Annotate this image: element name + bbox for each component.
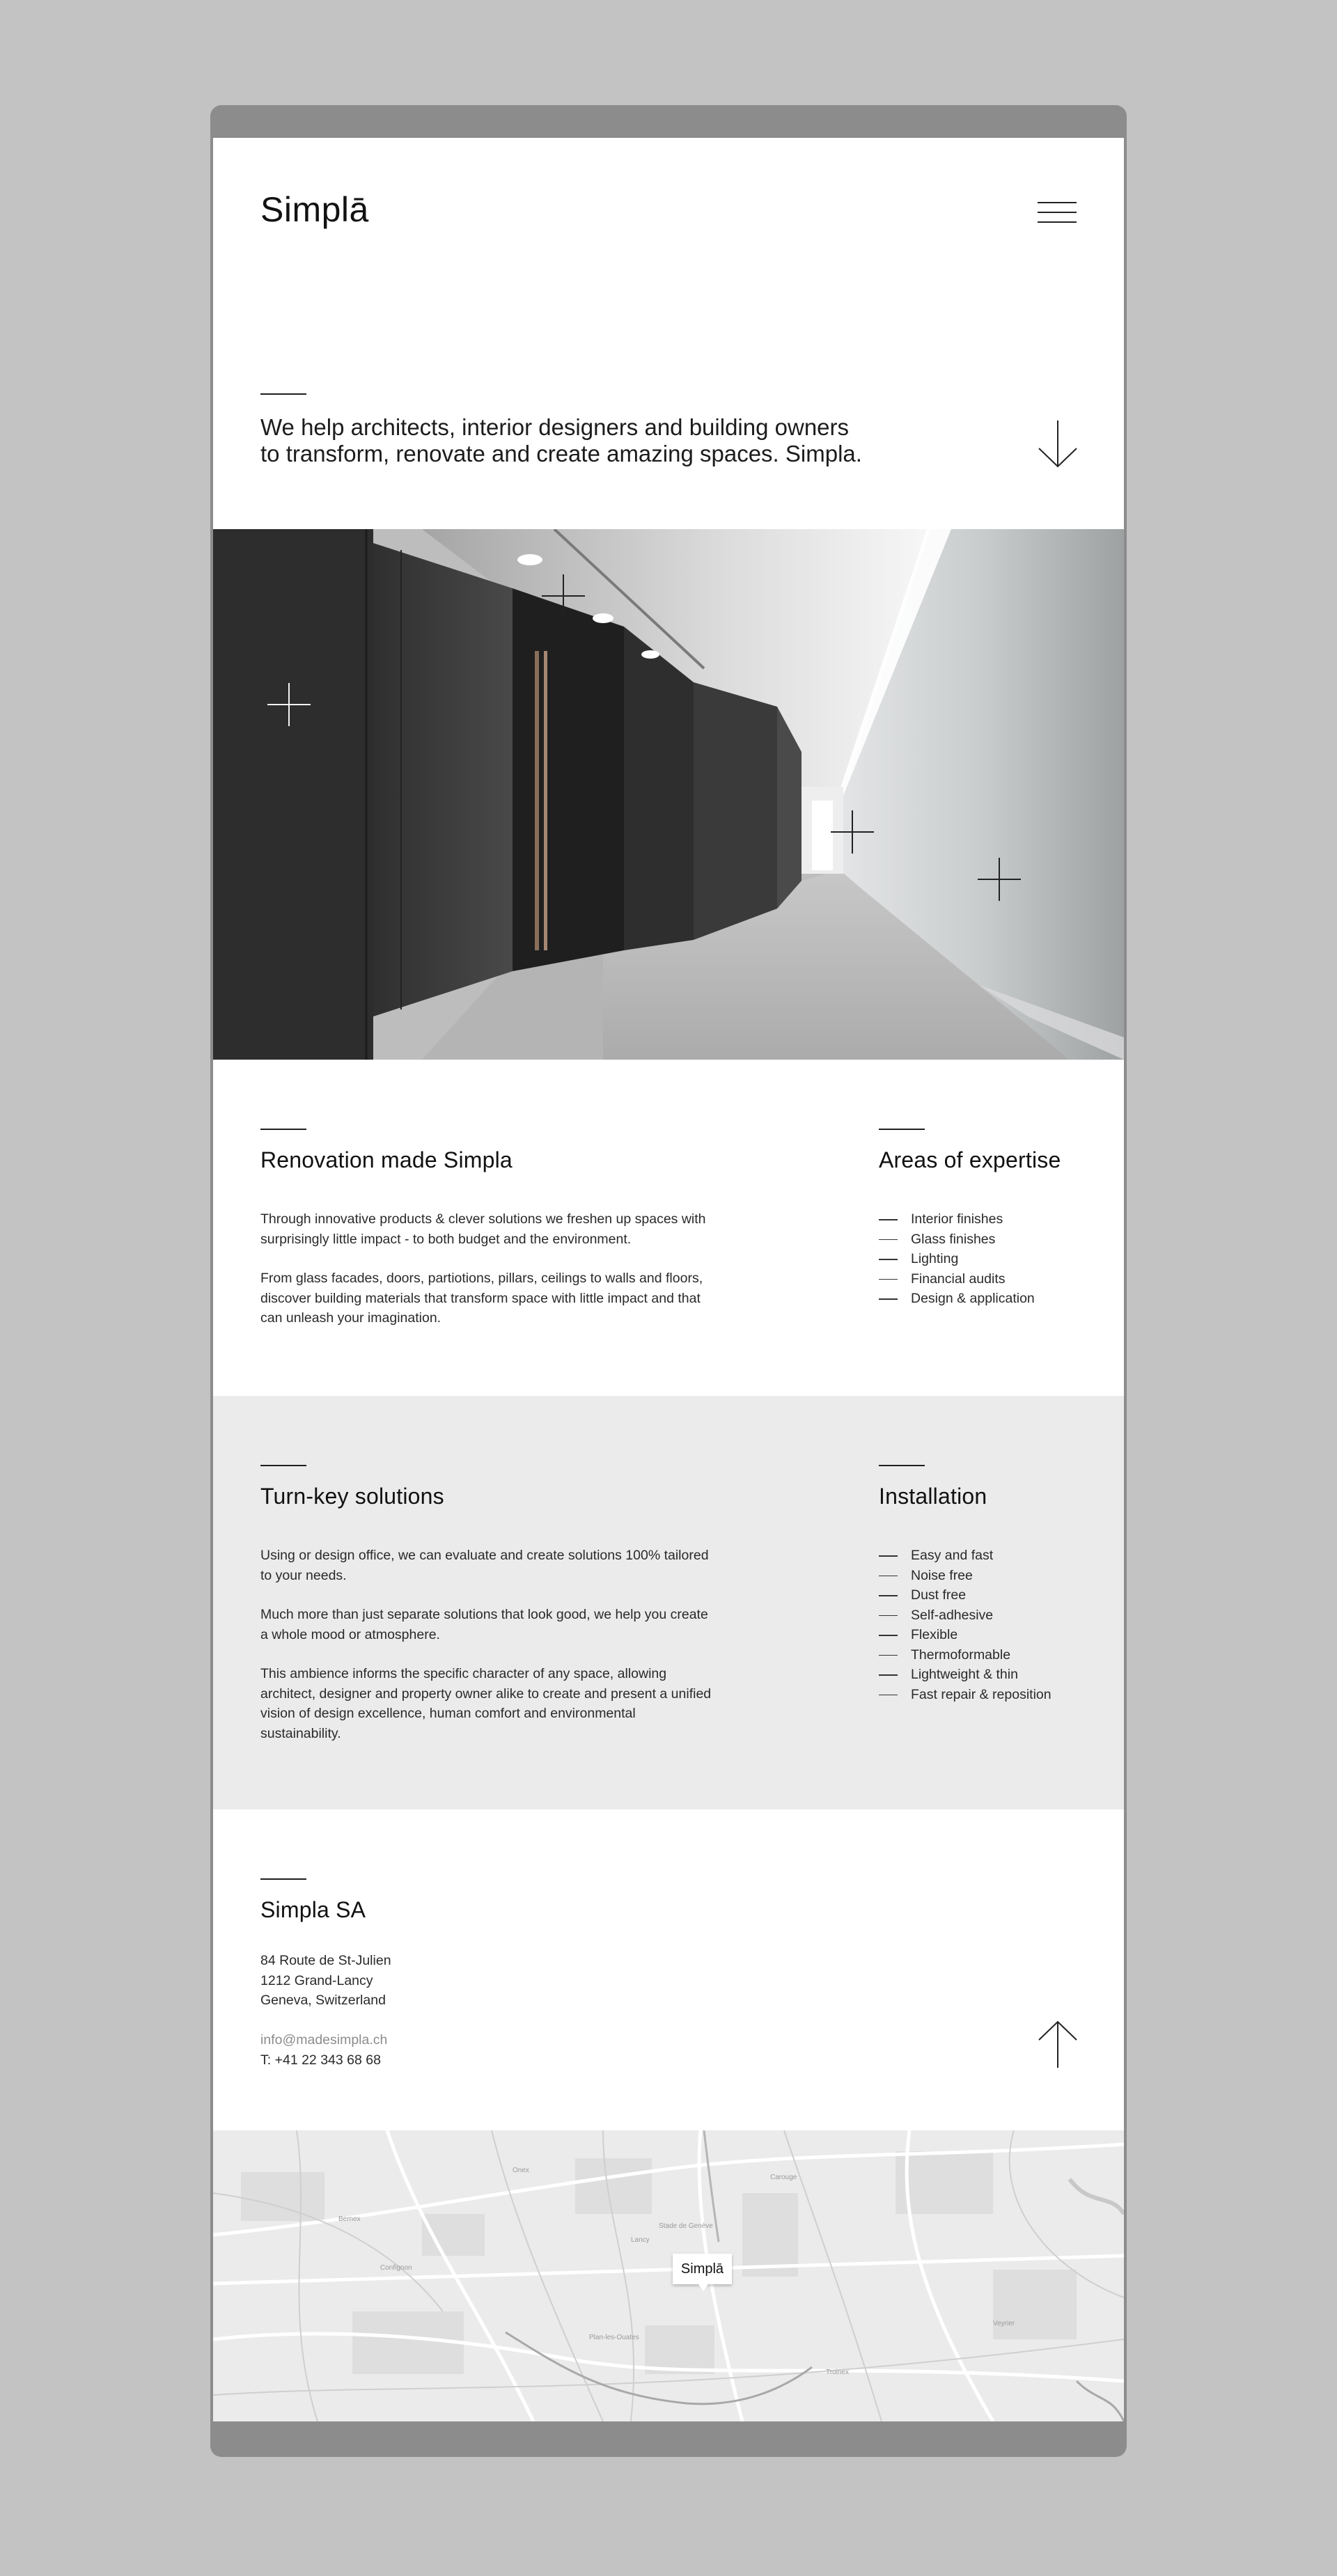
- list-item: Easy and fast: [879, 1546, 1051, 1566]
- list-item: Thermoformable: [879, 1645, 1051, 1665]
- brand-logo[interactable]: Simplā: [260, 190, 369, 229]
- hamburger-menu-icon[interactable]: [1038, 202, 1077, 226]
- turnkey-paragraph: Much more than just separate solutions that look good, we help you create a whole mood or atmosphere.: [260, 1607, 708, 1642]
- corridor-illustration: [213, 529, 1124, 1060]
- address-line: Geneva, Switzerland: [260, 1993, 386, 2008]
- location-map[interactable]: [213, 2130, 1124, 2421]
- expertise-list: [879, 1209, 1035, 1309]
- map-label: Confignon: [380, 2264, 412, 2272]
- hotspot-plus-icon[interactable]: [831, 810, 874, 854]
- section-rule: [879, 1465, 925, 1466]
- map-location-marker[interactable]: Simplā: [673, 2254, 732, 2284]
- turnkey-title: Turn-key solutions: [260, 1484, 444, 1509]
- list-item: Lighting: [879, 1249, 1035, 1269]
- list-item: Design & application: [879, 1289, 1035, 1309]
- expertise-title: Areas of expertise: [879, 1147, 1061, 1172]
- hotspot-plus-icon[interactable]: [267, 683, 311, 726]
- map-label: Lancy: [631, 2236, 650, 2244]
- turnkey-paragraph: Using or design office, we can evaluate and create solutions 100% tailored to your needs.: [260, 1548, 709, 1583]
- renovation-paragraph: From glass facades, doors, partiotions, pillars, ceilings to walls and floors, discover building materials that transform space with little impact and that can unleash your imagination.: [260, 1271, 703, 1326]
- list-item: Financial audits: [879, 1269, 1035, 1289]
- list-item: Dust free: [879, 1585, 1051, 1605]
- intro-rule: [260, 393, 306, 395]
- company-name: Simpla SA: [260, 1897, 366, 1922]
- email-link[interactable]: info@madesimpla.ch: [260, 2032, 388, 2048]
- map-label: Onex: [513, 2167, 529, 2174]
- turnkey-text: [260, 1546, 713, 1763]
- list-item: Glass finishes: [879, 1230, 1035, 1250]
- installation-list: [879, 1546, 1051, 1704]
- address-line: 84 Route de St-Julien: [260, 1953, 391, 1968]
- intro-line-1: We help architects, interior designers and building owners: [260, 414, 850, 440]
- map-label: Troinex: [826, 2369, 849, 2376]
- list-item: Self-adhesive: [879, 1605, 1051, 1626]
- map-label: Veyrier: [993, 2320, 1015, 2327]
- hero-image: [213, 529, 1124, 1060]
- intro-line-2: to transform, renovate and create amazing spaces. Simpla.: [260, 441, 862, 466]
- list-item: Noise free: [879, 1566, 1051, 1586]
- address-line: 1212 Grand-Lancy: [260, 1972, 373, 1988]
- map-label: Stade de Genève: [659, 2222, 713, 2230]
- arrow-down-icon[interactable]: [1038, 419, 1078, 469]
- section-rule: [260, 1878, 306, 1880]
- list-item: Flexible: [879, 1625, 1051, 1645]
- map-label: Bernex: [338, 2215, 361, 2223]
- page-viewport: [213, 138, 1124, 2421]
- intro-tagline: [260, 414, 929, 467]
- company-contact: [260, 2030, 387, 2070]
- phone-number[interactable]: T: +41 22 343 68 68: [260, 2052, 381, 2068]
- map-roads: [213, 2130, 1124, 2421]
- hotspot-plus-icon[interactable]: [542, 574, 585, 618]
- turnkey-paragraph: This ambience informs the specific character of any space, allowing architect, designer and property owner alike to create and present a unified vision of design excellence, human comfort and environmental sustainability.: [260, 1666, 712, 1741]
- list-item: Fast repair & reposition: [879, 1685, 1051, 1705]
- hotspot-plus-icon[interactable]: [978, 858, 1021, 901]
- renovation-paragraph: Through innovative products & clever solutions we freshen up spaces with surprisingly little impact - to both budget and the environment.: [260, 1211, 706, 1247]
- map-label: Carouge: [770, 2174, 797, 2181]
- section-rule: [260, 1129, 306, 1130]
- installation-title: Installation: [879, 1484, 987, 1509]
- list-item: Interior finishes: [879, 1209, 1035, 1230]
- arrow-up-icon[interactable]: [1038, 2019, 1078, 2069]
- renovation-title: Renovation made Simpla: [260, 1147, 513, 1172]
- renovation-text: [260, 1209, 713, 1348]
- company-address: [260, 1951, 391, 2011]
- list-item: Lightweight & thin: [879, 1665, 1051, 1685]
- map-label: Plan-les-Ouates: [589, 2334, 639, 2341]
- section-rule: [879, 1129, 925, 1130]
- section-rule: [260, 1465, 306, 1466]
